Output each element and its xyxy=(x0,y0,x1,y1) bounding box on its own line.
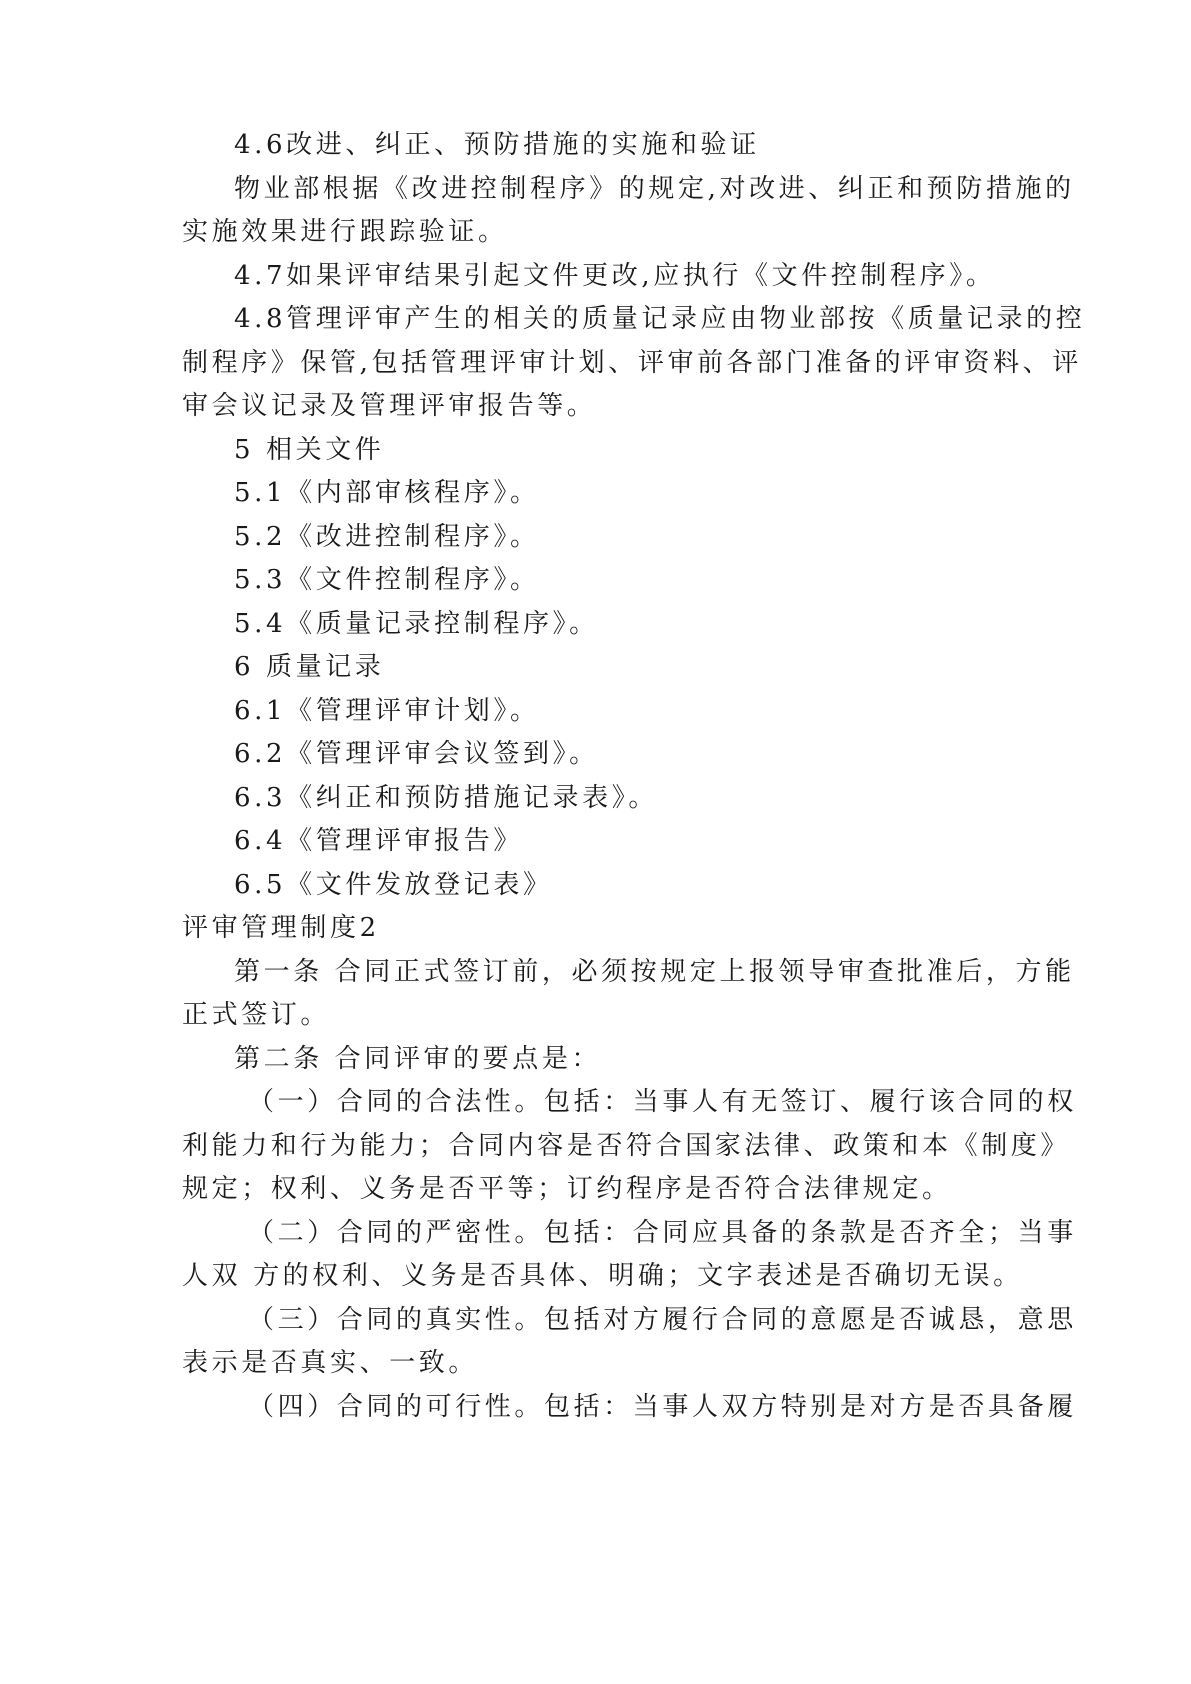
paragraph-line: 人双 方的权利、义务是否具体、明确；文字表述是否确切无误。 xyxy=(182,1261,1023,1291)
list-item: 6.1《管理评审计划》。 xyxy=(234,696,540,726)
paragraph-line: 利能力和行为能力；合同内容是否符合国家法律、政策和本《制度》 xyxy=(182,1131,1071,1161)
paragraph-line: 规定；权利、义务是否平等；订约程序是否符合法律规定。 xyxy=(182,1174,952,1204)
list-item: 5.2《改进控制程序》。 xyxy=(234,522,540,552)
paragraph-line: 表示是否真实、一致。 xyxy=(182,1348,479,1378)
article-2: 第二条 合同评审的要点是： xyxy=(234,1044,602,1074)
paragraph-line: 正式签订。 xyxy=(182,1000,331,1030)
section-6-heading: 6 质量记录 xyxy=(234,652,385,682)
list-item: 5.1《内部审核程序》。 xyxy=(234,478,540,508)
heading-4-6: 4.6改进、纠正、预防措施的实施和验证 xyxy=(234,130,760,160)
point-2: （二）合同的严密性。包括：合同应具备的条款是否齐全；当事 xyxy=(248,1218,1077,1248)
list-item: 5.4《质量记录控制程序》。 xyxy=(234,609,599,639)
list-item: 6.4《管理评审报告》 xyxy=(234,826,523,856)
list-item: 6.3《纠正和预防措施记录表》。 xyxy=(234,783,658,813)
list-item: 6.5《文件发放登记表》 xyxy=(234,870,553,900)
document-title: 评审管理制度2 xyxy=(182,913,380,943)
list-item: 5.3《文件控制程序》。 xyxy=(234,565,540,595)
paragraph-line: 实施效果进行跟踪验证。 xyxy=(182,217,508,247)
article-1: 第一条 合同正式签订前，必须按规定上报领导审查批准后，方能 xyxy=(234,957,1075,987)
paragraph-line: 物业部根据《改进控制程序》的规定,对改进、纠正和预防措施的 xyxy=(234,174,1075,204)
point-3: （三）合同的真实性。包括对方履行合同的意愿是否诚恳，意思 xyxy=(248,1305,1077,1335)
section-5-heading: 5 相关文件 xyxy=(234,435,385,465)
clause-4-7: 4.7如果评审结果引起文件更改,应执行《文件控制程序》。 xyxy=(234,261,996,291)
point-4: （四）合同的可行性。包括：当事人双方特别是对方是否具备履 xyxy=(248,1392,1077,1422)
paragraph-line: 制程序》保管,包括管理评审计划、评审前各部门准备的评审资料、评 xyxy=(182,348,1082,378)
paragraph-line: 审会议记录及管理评审报告等。 xyxy=(182,391,597,421)
point-1: （一）合同的合法性。包括：当事人有无签订、履行该合同的权 xyxy=(248,1087,1077,1117)
list-item: 6.2《管理评审会议签到》。 xyxy=(234,739,599,769)
clause-4-8: 4.8管理评审产生的相关的质量记录应由物业部按《质量记录的控 xyxy=(234,304,1086,334)
